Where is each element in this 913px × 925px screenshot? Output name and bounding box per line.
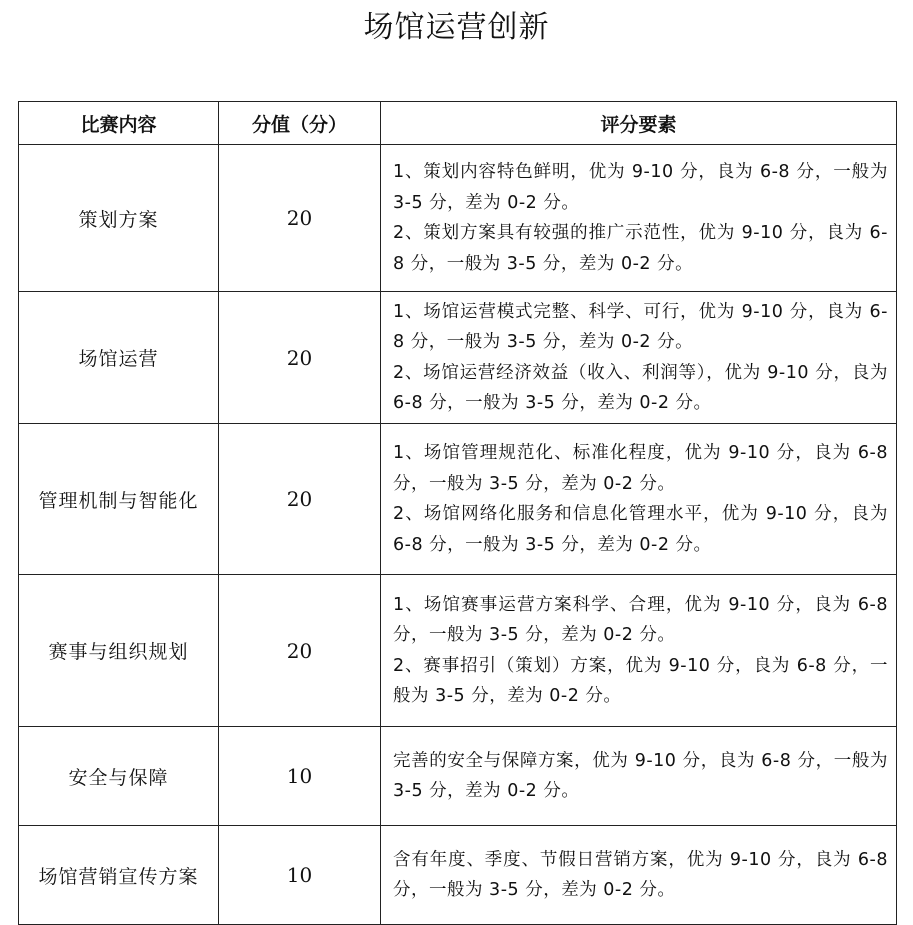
criteria-cell — [381, 424, 897, 575]
header-score: 分值（分） — [219, 102, 381, 145]
score-cell: 20 — [219, 292, 381, 424]
criteria-text: 1、策划内容特色鲜明，优为 9-10 分，良为 6-8 分，一般为 3-5 分，差为 0-2 分。 — [393, 162, 888, 213]
score-cell: 10 — [219, 826, 381, 925]
criteria-text: 完善的安全与保障方案，优为 9-10 分，良为 6-8 分，一般为 3-5 分，差为 0-2 分。 — [393, 750, 888, 801]
page-title: 场馆运营创新 — [363, 10, 550, 45]
table-header-row — [19, 102, 897, 145]
criteria-text: 含有年度、季度、节假日营销方案，优为 9-10 分，良为 6-8 分，一般为 3-5 分，差为 0-2 分。 — [393, 849, 888, 900]
item-cell: 管理机制与智能化 — [19, 424, 219, 575]
item-cell: 赛事与组织规划 — [19, 575, 219, 727]
criteria-cell — [381, 575, 897, 727]
item-cell: 场馆营销宣传方案 — [19, 826, 219, 925]
criteria-text: 2、场馆网络化服务和信息化管理水平，优为 9-10 分，良为 6-8 分，一般为 3-5 分，差为 0-2 分。 — [393, 504, 888, 555]
table-row — [19, 826, 897, 925]
criteria-text: 1、场馆管理规范化、标准化程度，优为 9-10 分，良为 6-8 分，一般为 3-5 分，差为 0-2 分。 — [393, 443, 888, 494]
criteria-text: 2、策划方案具有较强的推广示范性，优为 9-10 分，良为 6-8 分，一般为 3-5 分，差为 0-2 分。 — [393, 223, 888, 274]
header-criteria: 评分要素 — [381, 102, 897, 145]
item-cell: 策划方案 — [19, 145, 219, 292]
criteria-text: 2、场馆运营经济效益（收入、利润等），优为 9-10 分，良为 6-8 分，一般为 3-5 分，差为 0-2 分。 — [393, 362, 888, 413]
table-row — [19, 424, 897, 575]
criteria-text: 1、场馆运营模式完整、科学、可行，优为 9-10 分，良为 6-8 分，一般为 3-5 分，差为 0-2 分。 — [393, 301, 888, 352]
criteria-cell — [381, 292, 897, 424]
criteria-cell — [381, 727, 897, 826]
score-cell: 10 — [219, 727, 381, 826]
criteria-text: 1、场馆赛事运营方案科学、合理，优为 9-10 分，良为 6-8 分，一般为 3-5 分，差为 0-2 分。 — [393, 594, 888, 645]
table-row — [19, 727, 897, 826]
scoring-table — [18, 101, 897, 925]
score-cell: 20 — [219, 424, 381, 575]
criteria-cell — [381, 826, 897, 925]
score-cell: 20 — [219, 145, 381, 292]
criteria-cell — [381, 145, 897, 292]
header-item: 比赛内容 — [19, 102, 219, 145]
table-row — [19, 292, 897, 424]
criteria-text: 2、赛事招引（策划）方案，优为 9-10 分，良为 6-8 分，一般为 3-5 分，差为 0-2 分。 — [393, 655, 888, 706]
table-row — [19, 575, 897, 727]
item-cell: 场馆运营 — [19, 292, 219, 424]
score-cell: 20 — [219, 575, 381, 727]
table-row — [19, 145, 897, 292]
item-cell: 安全与保障 — [19, 727, 219, 826]
